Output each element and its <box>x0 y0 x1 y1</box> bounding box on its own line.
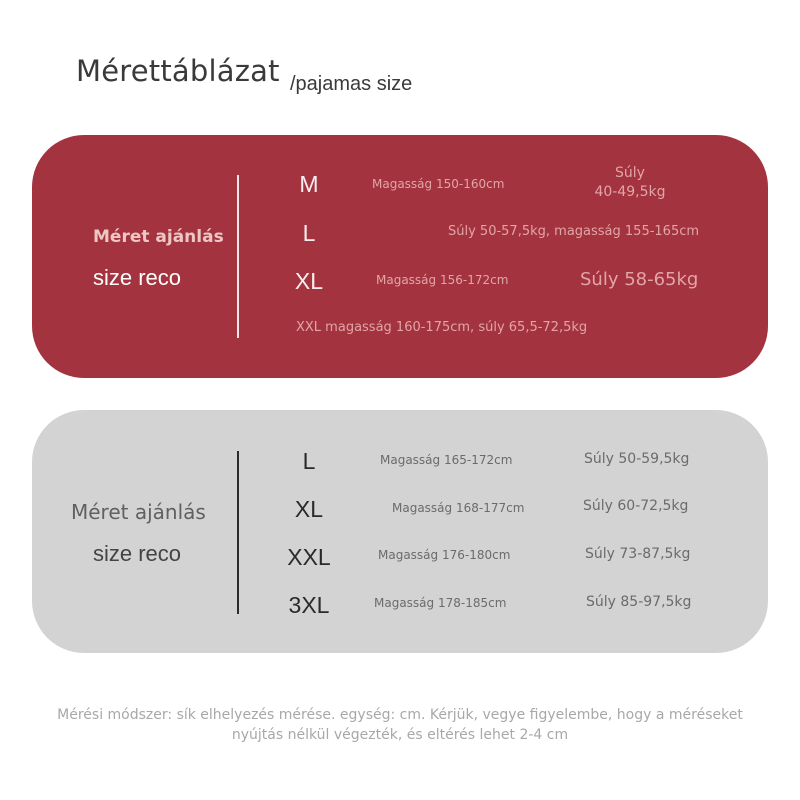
weight-m-label: Súly <box>615 165 645 181</box>
page-title: Mérettáblázat <box>76 54 280 88</box>
size-xl: XL <box>294 496 324 522</box>
weight-m-value: 40-49,5kg <box>594 184 666 200</box>
page-subtitle: /pajamas size <box>290 73 413 95</box>
divider-line <box>237 175 239 338</box>
size-recommendation-label: Méret ajánlás <box>71 500 206 524</box>
height-l: Magasság 165-172cm <box>380 453 513 467</box>
height-m: Magasság 150-160cm <box>372 177 505 191</box>
weight-3xl: Súly 85-97,5kg <box>586 594 692 610</box>
size-l: L <box>302 448 316 474</box>
height-xxl: Magasság 176-180cm <box>378 548 511 562</box>
height-xl: Magasság 168-177cm <box>392 501 525 515</box>
measurement-note <box>0 705 800 745</box>
size-reco-label: size reco <box>93 541 182 566</box>
height-xl: Magasság 156-172cm <box>376 273 509 287</box>
size-xxl: XXL <box>287 544 331 570</box>
weight-xxl: Súly 73-87,5kg <box>585 546 691 562</box>
height-3xl: Magasság 178-185cm <box>374 596 507 610</box>
weight-height-l: Súly 50-57,5kg, magasság 155-165cm <box>448 224 700 239</box>
weight-l: Súly 50-59,5kg <box>584 451 690 467</box>
size-recommendation-label: Méret ajánlás <box>93 227 224 247</box>
measurement-note-line2: nyújtás nélkül végezték, és eltérés lehet 2-4 cm <box>231 727 569 743</box>
size-reco-label: size reco <box>93 265 182 290</box>
xxl-note: XXL magasság 160-175cm, súly 65,5-72,5kg <box>296 320 588 335</box>
size-xl: XL <box>294 268 324 294</box>
size-m: M <box>299 171 319 197</box>
panel-background-gray <box>32 410 768 653</box>
size-3xl: 3XL <box>288 592 330 618</box>
weight-xl: Súly 60-72,5kg <box>583 498 689 514</box>
divider-line <box>237 451 239 614</box>
size-l: L <box>302 220 316 246</box>
weight-xl: Súly 58-65kg <box>580 269 699 290</box>
measurement-note-line1: Mérési módszer: sík elhelyezés mérése. egység: cm. Kérjük, vegye figyelembe, hogy a méréseket <box>57 707 743 723</box>
